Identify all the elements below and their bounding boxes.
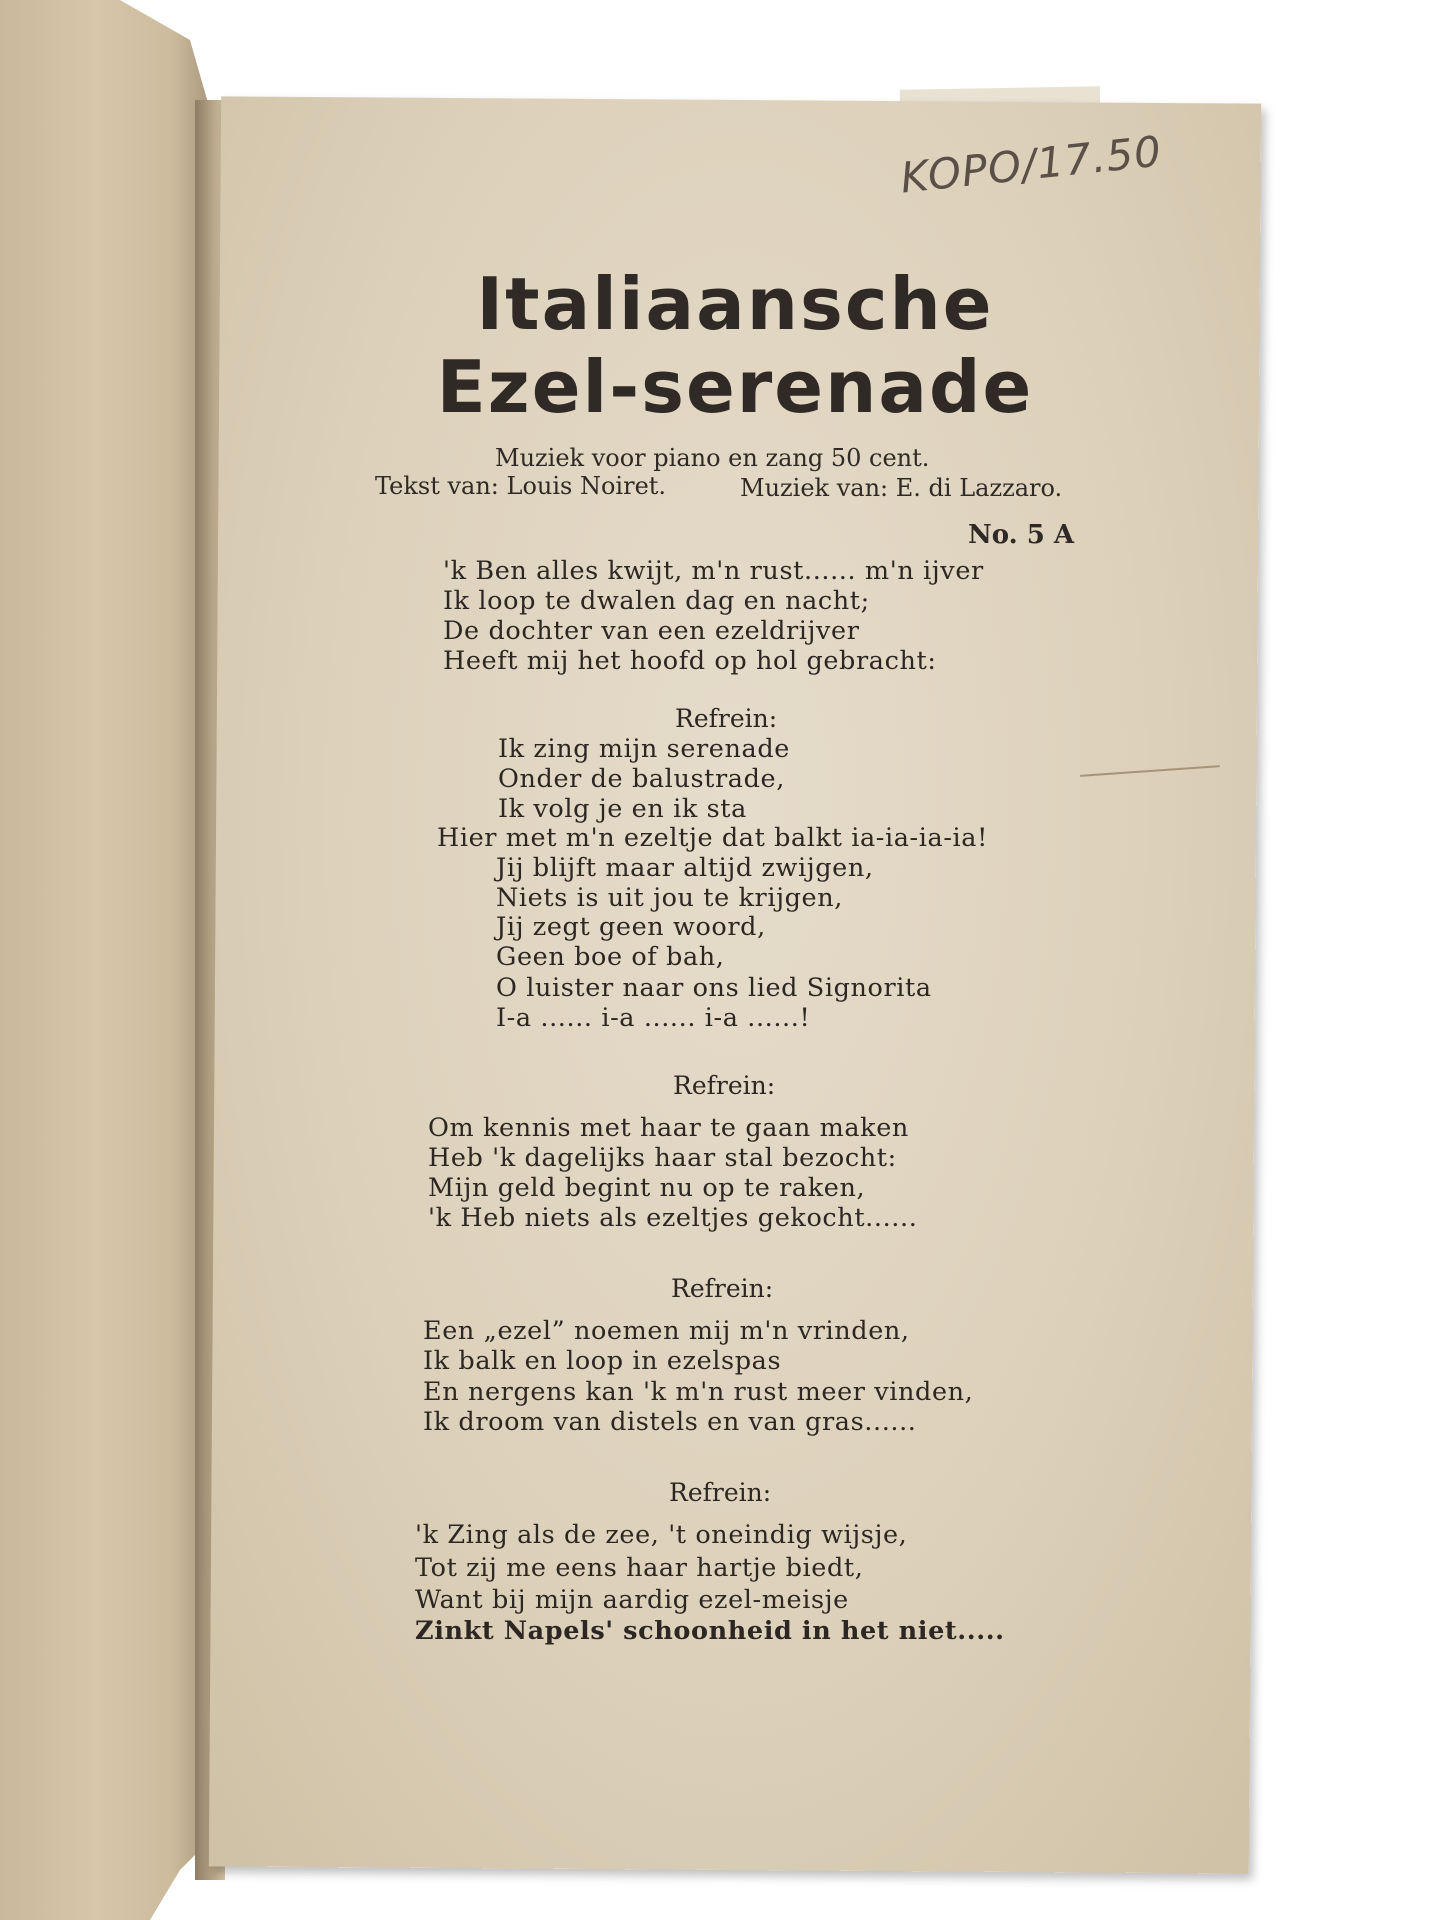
refrain-label: Refrein: bbox=[675, 704, 778, 733]
verse4-line: Tot zij me eens haar hartje biedt, bbox=[415, 1553, 864, 1583]
verse3-line: Een „ezel” noemen mij m'n vrinden, bbox=[423, 1316, 910, 1346]
verse1-line: De dochter van een ezeldrijver bbox=[443, 616, 860, 646]
verse4-line: 'k Zing als de zee, 't oneindig wijsje, bbox=[415, 1520, 908, 1550]
refrain-line: Jij zegt geen woord, bbox=[496, 912, 766, 942]
verse4-line: Want bij mijn aardig ezel-meisje bbox=[415, 1585, 849, 1615]
refrain-line: O luister naar ons lied Signorita bbox=[496, 973, 932, 1003]
previous-page bbox=[0, 0, 215, 1920]
refrain-label: Refrein: bbox=[669, 1478, 772, 1507]
verse2-line: 'k Heb niets als ezeltjes gekocht...... bbox=[428, 1203, 918, 1233]
verse3-line: Ik droom van distels en van gras...... bbox=[423, 1407, 917, 1437]
song-number: No. 5 A bbox=[968, 520, 1075, 550]
refrain-line: Ik volg je en ik sta bbox=[498, 794, 747, 824]
verse1-line: Heeft mij het hoofd op hol gebracht: bbox=[443, 646, 937, 676]
music-credit: Muziek van: E. di Lazzaro. bbox=[740, 474, 1063, 502]
verse3-line: En nergens kan 'k m'n rust meer vinden, bbox=[423, 1377, 974, 1407]
verse1-line: Ik loop te dwalen dag en nacht; bbox=[443, 586, 870, 616]
title-line-2: Ezel-serenade bbox=[436, 345, 1034, 429]
verse2-line: Heb 'k dagelijks haar stal bezocht: bbox=[428, 1143, 897, 1173]
verse2-line: Om kennis met haar te gaan maken bbox=[428, 1113, 909, 1143]
refrain-line: I-a ...... i-a ...... i-a ......! bbox=[496, 1003, 811, 1033]
title-line-1: Italiaansche bbox=[476, 262, 994, 346]
subtitle: Muziek voor piano en zang 50 cent. bbox=[495, 444, 930, 472]
refrain-label: Refrein: bbox=[673, 1071, 776, 1100]
refrain-line: Ik zing mijn serenade bbox=[498, 734, 790, 764]
lyrics-credit: Tekst van: Louis Noiret. bbox=[375, 472, 667, 500]
refrain-line: Onder de balustrade, bbox=[498, 764, 785, 794]
refrain-line: Jij blijft maar altijd zwijgen, bbox=[496, 853, 874, 883]
verse4-line: Zinkt Napels' schoonheid in het niet..... bbox=[415, 1616, 1005, 1646]
refrain-line: Hier met m'n ezeltje dat balkt ia-ia-ia-ia! bbox=[437, 823, 988, 853]
handwritten-note: KOPO/17.50 bbox=[898, 126, 1165, 203]
refrain-label: Refrein: bbox=[671, 1274, 774, 1303]
verse2-line: Mijn geld begint nu op te raken, bbox=[428, 1173, 866, 1203]
verse3-line: Ik balk en loop in ezelspas bbox=[423, 1346, 782, 1376]
verse1-line: 'k Ben alles kwijt, m'n rust...... m'n ijver bbox=[443, 556, 984, 586]
refrain-line: Niets is uit jou te krijgen, bbox=[496, 883, 843, 913]
refrain-line: Geen boe of bah, bbox=[496, 942, 725, 972]
